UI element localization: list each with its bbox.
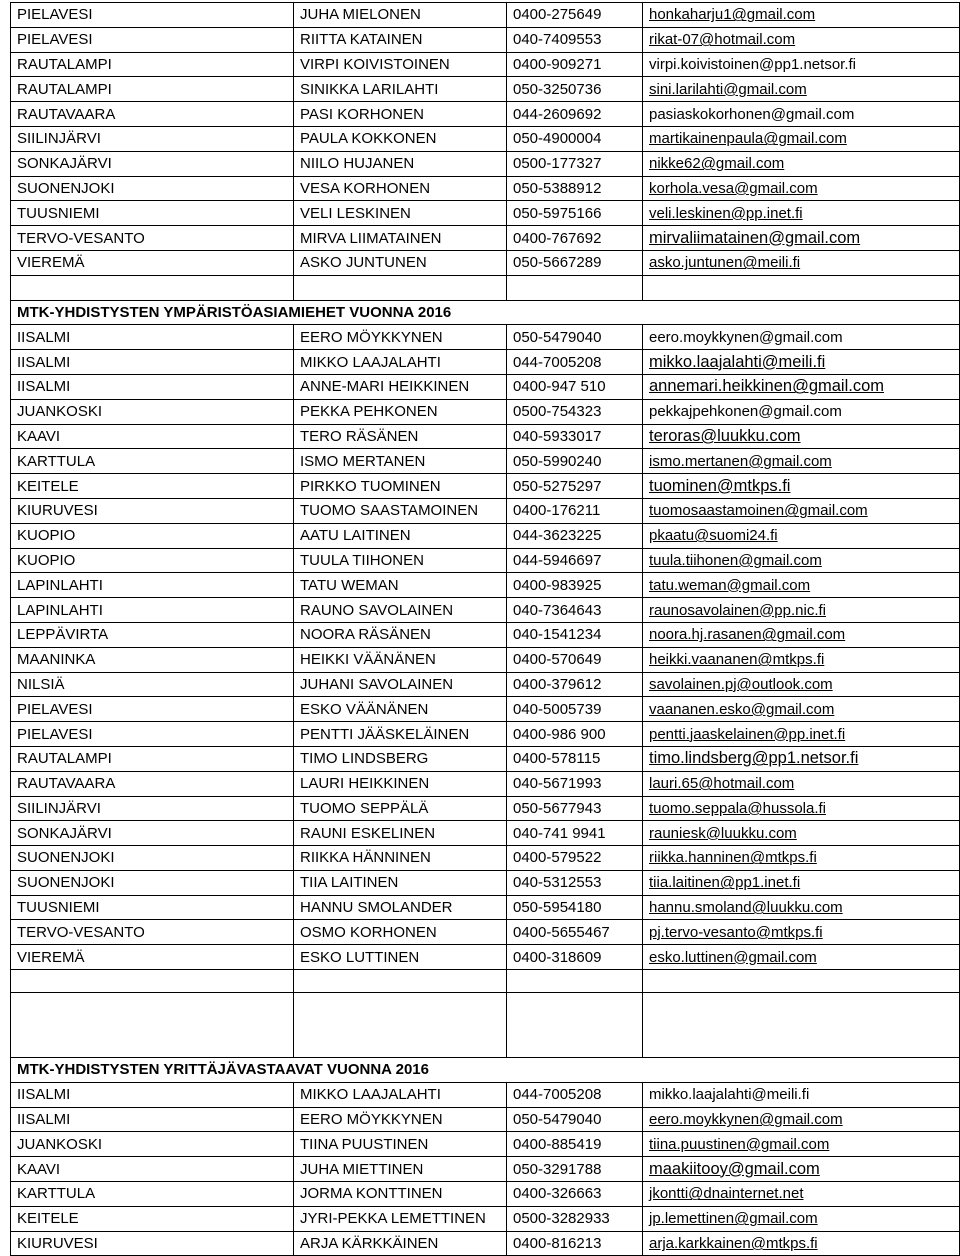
phone-cell: 050-5677943 [507, 796, 643, 821]
place-cell: SIILINJÄRVI [11, 796, 294, 821]
name-cell: RAUNI ESKELINEN [294, 821, 507, 846]
table-row [11, 102, 960, 127]
place-cell: KEITELE [11, 1206, 294, 1231]
empty-cell [643, 970, 960, 993]
email-cell[interactable]: korhola.vesa@gmail.com [643, 176, 960, 201]
place-cell: KAAVI [11, 424, 294, 449]
email-cell[interactable]: riikka.hanninen@mtkps.fi [643, 846, 960, 871]
place-cell: JUANKOSKI [11, 399, 294, 424]
table-row [11, 1231, 960, 1256]
phone-cell: 0400-570649 [507, 647, 643, 672]
name-cell: VESA KORHONEN [294, 176, 507, 201]
table-row [11, 1107, 960, 1132]
phone-cell: 0400-947 510 [507, 374, 643, 399]
phone-cell: 0500-177327 [507, 151, 643, 176]
empty-cell [11, 993, 294, 1058]
section-heading: MTK-YHDISTYSTEN YMPÄRISTÖASIAMIEHET VUONNA 2016 [11, 300, 960, 325]
name-cell: RIIKKA HÄNNINEN [294, 846, 507, 871]
empty-row [11, 275, 960, 300]
phone-cell: 040-741 9941 [507, 821, 643, 846]
name-cell: AATU LAITINEN [294, 523, 507, 548]
name-cell: PIRKKO TUOMINEN [294, 474, 507, 499]
table-row [11, 52, 960, 77]
table-row [11, 325, 960, 350]
email-cell[interactable]: pj.tervo-vesanto@mtkps.fi [643, 920, 960, 945]
empty-row [11, 993, 960, 1058]
empty-cell [11, 970, 294, 993]
empty-cell [643, 993, 960, 1058]
table-row [11, 250, 960, 275]
place-cell: KUOPIO [11, 523, 294, 548]
place-cell: IISALMI [11, 1107, 294, 1132]
name-cell: MIKKO LAAJALAHTI [294, 1082, 507, 1107]
name-cell: TIMO LINDSBERG [294, 746, 507, 771]
email-cell[interactable]: pekkajpehkonen@gmail.com [643, 399, 960, 424]
phone-cell: 050-5479040 [507, 1107, 643, 1132]
name-cell: TIIA LAITINEN [294, 870, 507, 895]
email-cell[interactable]: timo.lindsberg@pp1.netsor.fi [643, 746, 960, 771]
table-row [11, 27, 960, 52]
email-cell[interactable]: honkaharju1@gmail.com [643, 3, 960, 28]
email-cell[interactable]: eero.moykkynen@gmail.com [643, 325, 960, 350]
table-row [11, 3, 960, 28]
table-row [11, 1132, 960, 1157]
phone-cell: 044-5946697 [507, 548, 643, 573]
phone-cell: 050-5479040 [507, 325, 643, 350]
email-cell[interactable]: tuomo.seppala@hussola.fi [643, 796, 960, 821]
phone-cell: 050-5667289 [507, 250, 643, 275]
email-cell[interactable]: pentti.jaaskelainen@pp.inet.fi [643, 722, 960, 747]
place-cell: LEPPÄVIRTA [11, 622, 294, 647]
name-cell: JUHA MIETTINEN [294, 1157, 507, 1182]
place-cell: RAUTALAMPI [11, 77, 294, 102]
phone-cell: 0400-986 900 [507, 722, 643, 747]
name-cell: ANNE-MARI HEIKKINEN [294, 374, 507, 399]
phone-cell: 0400-767692 [507, 226, 643, 251]
table-row [11, 350, 960, 375]
table-row [11, 424, 960, 449]
table-row [11, 846, 960, 871]
phone-cell: 040-1541234 [507, 622, 643, 647]
name-cell: ESKO LUTTINEN [294, 945, 507, 970]
phone-cell: 040-5312553 [507, 870, 643, 895]
place-cell: PIELAVESI [11, 27, 294, 52]
table-row [11, 821, 960, 846]
section-heading-row [11, 300, 960, 325]
table-row [11, 176, 960, 201]
phone-cell: 0400-176211 [507, 498, 643, 523]
empty-cell [11, 275, 294, 300]
name-cell: SINIKKA LARILAHTI [294, 77, 507, 102]
place-cell: KIURUVESI [11, 498, 294, 523]
name-cell: TUOMO SEPPÄLÄ [294, 796, 507, 821]
place-cell: SUONENJOKI [11, 846, 294, 871]
place-cell: VIEREMÄ [11, 945, 294, 970]
place-cell: IISALMI [11, 350, 294, 375]
phone-cell: 0400-5655467 [507, 920, 643, 945]
phone-cell: 050-3291788 [507, 1157, 643, 1182]
name-cell: TUOMO SAASTAMOINEN [294, 498, 507, 523]
table-row [11, 1157, 960, 1182]
name-cell: ESKO VÄÄNÄNEN [294, 697, 507, 722]
name-cell: ARJA KÄRKKÄINEN [294, 1231, 507, 1256]
phone-cell: 0400-579522 [507, 846, 643, 871]
email-cell[interactable]: jp.lemettinen@gmail.com [643, 1206, 960, 1231]
phone-cell: 050-5388912 [507, 176, 643, 201]
table-row [11, 598, 960, 623]
name-cell: NIILO HUJANEN [294, 151, 507, 176]
place-cell: SUONENJOKI [11, 870, 294, 895]
table-row [11, 126, 960, 151]
phone-cell: 0400-816213 [507, 1231, 643, 1256]
email-cell[interactable]: jkontti@dnainternet.net [643, 1182, 960, 1207]
empty-cell [507, 275, 643, 300]
empty-cell [294, 970, 507, 993]
name-cell: LAURI HEIKKINEN [294, 771, 507, 796]
place-cell: IISALMI [11, 374, 294, 399]
email-cell[interactable]: hannu.smoland@luukku.com [643, 895, 960, 920]
phone-cell: 044-2609692 [507, 102, 643, 127]
phone-cell: 0400-909271 [507, 52, 643, 77]
place-cell: RAUTALAMPI [11, 746, 294, 771]
name-cell: NOORA RÄSÄNEN [294, 622, 507, 647]
phone-cell: 044-3623225 [507, 523, 643, 548]
place-cell: JUANKOSKI [11, 1132, 294, 1157]
name-cell: VELI LESKINEN [294, 201, 507, 226]
phone-cell: 040-7364643 [507, 598, 643, 623]
place-cell: TUUSNIEMI [11, 201, 294, 226]
table-row [11, 722, 960, 747]
email-cell[interactable]: nikke62@gmail.com [643, 151, 960, 176]
name-cell: PEKKA PEHKONEN [294, 399, 507, 424]
email-cell[interactable]: savolainen.pj@outlook.com [643, 672, 960, 697]
place-cell: PIELAVESI [11, 722, 294, 747]
name-cell: HANNU SMOLANDER [294, 895, 507, 920]
place-cell: TUUSNIEMI [11, 895, 294, 920]
place-cell: KUOPIO [11, 548, 294, 573]
place-cell: TERVO-VESANTO [11, 920, 294, 945]
table-row [11, 920, 960, 945]
email-cell[interactable]: annemari.heikkinen@gmail.com [643, 374, 960, 399]
table-row [11, 151, 960, 176]
name-cell: PAULA KOKKONEN [294, 126, 507, 151]
table-row [11, 474, 960, 499]
email-cell[interactable]: rauniesk@luukku.com [643, 821, 960, 846]
name-cell: ISMO MERTANEN [294, 449, 507, 474]
empty-cell [643, 275, 960, 300]
email-cell[interactable]: tuomosaastamoinen@gmail.com [643, 498, 960, 523]
place-cell: KARTTULA [11, 1182, 294, 1207]
place-cell: RAUTAVAARA [11, 771, 294, 796]
place-cell: KIURUVESI [11, 1231, 294, 1256]
place-cell: SONKAJÄRVI [11, 821, 294, 846]
email-cell[interactable]: noora.hj.rasanen@gmail.com [643, 622, 960, 647]
empty-cell [294, 275, 507, 300]
phone-cell: 044-7005208 [507, 1082, 643, 1107]
email-cell[interactable]: mikko.laajalahti@meili.fi [643, 350, 960, 375]
name-cell: EERO MÖYKKYNEN [294, 1107, 507, 1132]
email-cell[interactable]: rikat-07@hotmail.com [643, 27, 960, 52]
name-cell: MIKKO LAAJALAHTI [294, 350, 507, 375]
phone-cell: 0500-3282933 [507, 1206, 643, 1231]
table-row [11, 226, 960, 251]
phone-cell: 050-3250736 [507, 77, 643, 102]
phone-cell: 040-5005739 [507, 697, 643, 722]
email-cell[interactable]: ismo.mertanen@gmail.com [643, 449, 960, 474]
email-cell[interactable]: teroras@luukku.com [643, 424, 960, 449]
name-cell: TERO RÄSÄNEN [294, 424, 507, 449]
place-cell: SIILINJÄRVI [11, 126, 294, 151]
phone-cell: 040-7409553 [507, 27, 643, 52]
phone-cell: 050-5275297 [507, 474, 643, 499]
table-row [11, 1082, 960, 1107]
phone-cell: 0400-326663 [507, 1182, 643, 1207]
email-cell[interactable]: sini.larilahti@gmail.com [643, 77, 960, 102]
email-cell[interactable]: tuominen@mtkps.fi [643, 474, 960, 499]
name-cell: HEIKKI VÄÄNÄNEN [294, 647, 507, 672]
table-row [11, 771, 960, 796]
email-cell[interactable]: tuula.tiihonen@gmail.com [643, 548, 960, 573]
table-row [11, 77, 960, 102]
name-cell: MIRVA LIIMATAINEN [294, 226, 507, 251]
name-cell: TUULA TIIHONEN [294, 548, 507, 573]
email-cell[interactable]: vaananen.esko@gmail.com [643, 697, 960, 722]
email-cell[interactable]: arja.karkkainen@mtkps.fi [643, 1231, 960, 1256]
place-cell: TERVO-VESANTO [11, 226, 294, 251]
place-cell: VIEREMÄ [11, 250, 294, 275]
email-cell[interactable]: mikko.laajalahti@meili.fi [643, 1082, 960, 1107]
place-cell: KARTTULA [11, 449, 294, 474]
email-cell[interactable]: tiina.puustinen@gmail.com [643, 1132, 960, 1157]
phone-cell: 050-4900004 [507, 126, 643, 151]
email-cell[interactable]: lauri.65@hotmail.com [643, 771, 960, 796]
name-cell: JORMA KONTTINEN [294, 1182, 507, 1207]
email-cell[interactable]: asko.juntunen@meili.fi [643, 250, 960, 275]
place-cell: LAPINLAHTI [11, 598, 294, 623]
table-row [11, 870, 960, 895]
place-cell: PIELAVESI [11, 3, 294, 28]
name-cell: TATU WEMAN [294, 573, 507, 598]
email-cell[interactable]: tatu.weman@gmail.com [643, 573, 960, 598]
place-cell: KAAVI [11, 1157, 294, 1182]
email-cell[interactable]: pasiaskokorhonen@gmail.com [643, 102, 960, 127]
name-cell: EERO MÖYKKYNEN [294, 325, 507, 350]
phone-cell: 0500-754323 [507, 399, 643, 424]
table-row [11, 647, 960, 672]
email-cell[interactable]: mirvaliimatainen@gmail.com [643, 226, 960, 251]
place-cell: LAPINLAHTI [11, 573, 294, 598]
table-row [11, 399, 960, 424]
name-cell: PENTTI JÄÄSKELÄINEN [294, 722, 507, 747]
table-row [11, 697, 960, 722]
email-cell[interactable]: martikainenpaula@gmail.com [643, 126, 960, 151]
name-cell: JUHA MIELONEN [294, 3, 507, 28]
table-row [11, 622, 960, 647]
place-cell: SONKAJÄRVI [11, 151, 294, 176]
table-row [11, 523, 960, 548]
phone-cell: 050-5954180 [507, 895, 643, 920]
empty-cell [507, 993, 643, 1058]
phone-cell: 0400-379612 [507, 672, 643, 697]
table-row [11, 201, 960, 226]
phone-cell: 044-7005208 [507, 350, 643, 375]
email-cell[interactable]: veli.leskinen@pp.inet.fi [643, 201, 960, 226]
phone-cell: 0400-885419 [507, 1132, 643, 1157]
email-cell[interactable]: esko.luttinen@gmail.com [643, 945, 960, 970]
place-cell: MAANINKA [11, 647, 294, 672]
email-cell[interactable]: eero.moykkynen@gmail.com [643, 1107, 960, 1132]
email-cell[interactable]: raunosavolainen@pp.nic.fi [643, 598, 960, 623]
place-cell: SUONENJOKI [11, 176, 294, 201]
place-cell: IISALMI [11, 1082, 294, 1107]
table-row [11, 1206, 960, 1231]
place-cell: PIELAVESI [11, 697, 294, 722]
table-row [11, 945, 960, 970]
email-cell[interactable]: virpi.koivistoinen@pp1.netsor.fi [643, 52, 960, 77]
name-cell: JUHANI SAVOLAINEN [294, 672, 507, 697]
empty-cell [507, 970, 643, 993]
place-cell: RAUTALAMPI [11, 52, 294, 77]
phone-cell: 0400-318609 [507, 945, 643, 970]
table-row [11, 548, 960, 573]
contact-table [10, 2, 960, 1256]
place-cell: IISALMI [11, 325, 294, 350]
phone-cell: 040-5671993 [507, 771, 643, 796]
name-cell: RIITTA KATAINEN [294, 27, 507, 52]
table-row [11, 498, 960, 523]
phone-cell: 050-5990240 [507, 449, 643, 474]
phone-cell: 0400-983925 [507, 573, 643, 598]
phone-cell: 040-5933017 [507, 424, 643, 449]
empty-cell [294, 993, 507, 1058]
name-cell: ASKO JUNTUNEN [294, 250, 507, 275]
table-row [11, 672, 960, 697]
table-row [11, 895, 960, 920]
place-cell: RAUTAVAARA [11, 102, 294, 127]
email-cell[interactable]: maakiitooy@gmail.com [643, 1157, 960, 1182]
table-row [11, 796, 960, 821]
name-cell: JYRI-PEKKA LEMETTINEN [294, 1206, 507, 1231]
phone-cell: 050-5975166 [507, 201, 643, 226]
phone-cell: 0400-578115 [507, 746, 643, 771]
name-cell: PASI KORHONEN [294, 102, 507, 127]
section-heading-row [11, 1058, 960, 1083]
table-row [11, 746, 960, 771]
name-cell: VIRPI KOIVISTOINEN [294, 52, 507, 77]
place-cell: KEITELE [11, 474, 294, 499]
name-cell: TIINA PUUSTINEN [294, 1132, 507, 1157]
table-row [11, 573, 960, 598]
name-cell: OSMO KORHONEN [294, 920, 507, 945]
phone-cell: 0400-275649 [507, 3, 643, 28]
name-cell: RAUNO SAVOLAINEN [294, 598, 507, 623]
table-row [11, 374, 960, 399]
place-cell: NILSIÄ [11, 672, 294, 697]
email-cell[interactable]: pkaatu@suomi24.fi [643, 523, 960, 548]
email-cell[interactable]: heikki.vaananen@mtkps.fi [643, 647, 960, 672]
table-row [11, 449, 960, 474]
table-row [11, 1182, 960, 1207]
email-cell[interactable]: tiia.laitinen@pp1.inet.fi [643, 870, 960, 895]
section-heading: MTK-YHDISTYSTEN YRITTÄJÄVASTAAVAT VUONNA 2016 [11, 1058, 960, 1083]
empty-row [11, 970, 960, 993]
